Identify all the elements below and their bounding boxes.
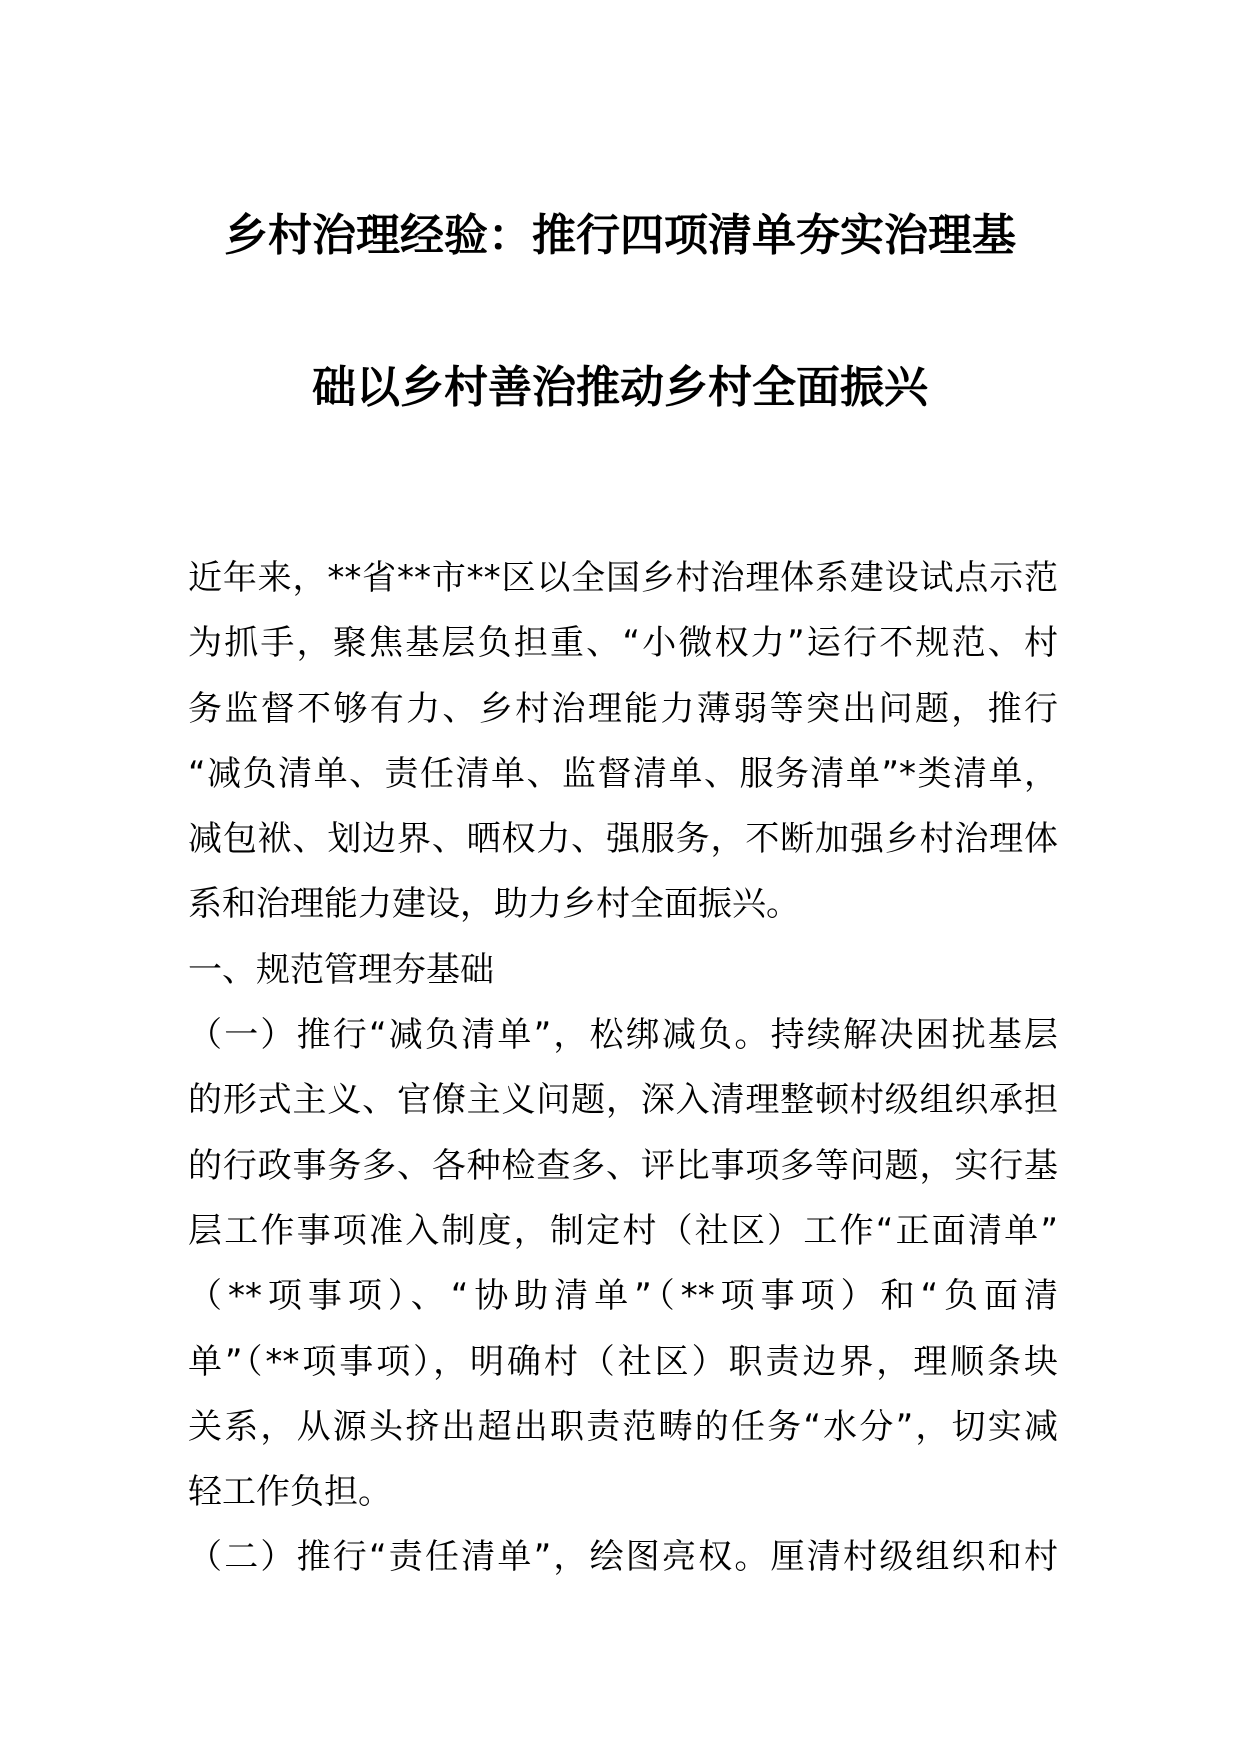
- body-line: “减负清单、责任清单、监督清单、服务清单”*类清单，: [188, 753, 1058, 794]
- document-body: [188, 546, 1058, 1591]
- body-line: 系和治理能力建设，助力乡村全面振兴。: [188, 884, 800, 925]
- body-line: 务监督不够有力、乡村治理能力薄弱等突出问题，推行: [188, 688, 1058, 729]
- body-line: 近年来，**省**市**区以全国乡村治理体系建设试点示范: [188, 558, 1058, 598]
- body-line: 的行政事务多、各种检查多、评比事项多等问题，实行基: [188, 1145, 1058, 1186]
- body-line: 单”（**项事项），明确村（社区）职责边界，理顺条块: [188, 1341, 1058, 1382]
- section-heading: 一、规范管理夯基础: [188, 949, 494, 990]
- document-title-line-1: 乡村治理经验：推行四项清单夯实治理基: [224, 210, 1016, 261]
- body-line: （二）推行“责任清单”，绘图亮权。厘清村级组织和村: [188, 1537, 1058, 1578]
- body-line: 层工作事项准入制度，制定村（社区）工作“正面清单”: [188, 1210, 1058, 1251]
- body-line: （**项事项）、“协助清单”（**项事项）和“负面清: [188, 1276, 1058, 1317]
- body-line: 关系，从源头挤出超出职责范畴的任务“水分”，切实减: [188, 1406, 1058, 1447]
- document-title-line-2: 础以乡村善治推动乡村全面振兴: [312, 362, 928, 413]
- body-line: （一）推行“减负清单”，松绑减负。持续解决困扰基层: [188, 1015, 1058, 1056]
- body-line: 的形式主义、官僚主义问题，深入清理整顿村级组织承担: [188, 1080, 1058, 1121]
- body-line: 轻工作负担。: [188, 1472, 392, 1513]
- body-line: 为抓手，聚焦基层负担重、“小微权力”运行不规范、村: [188, 623, 1058, 664]
- body-line: 减包袱、划边界、晒权力、强服务，不断加强乡村治理体: [188, 819, 1058, 860]
